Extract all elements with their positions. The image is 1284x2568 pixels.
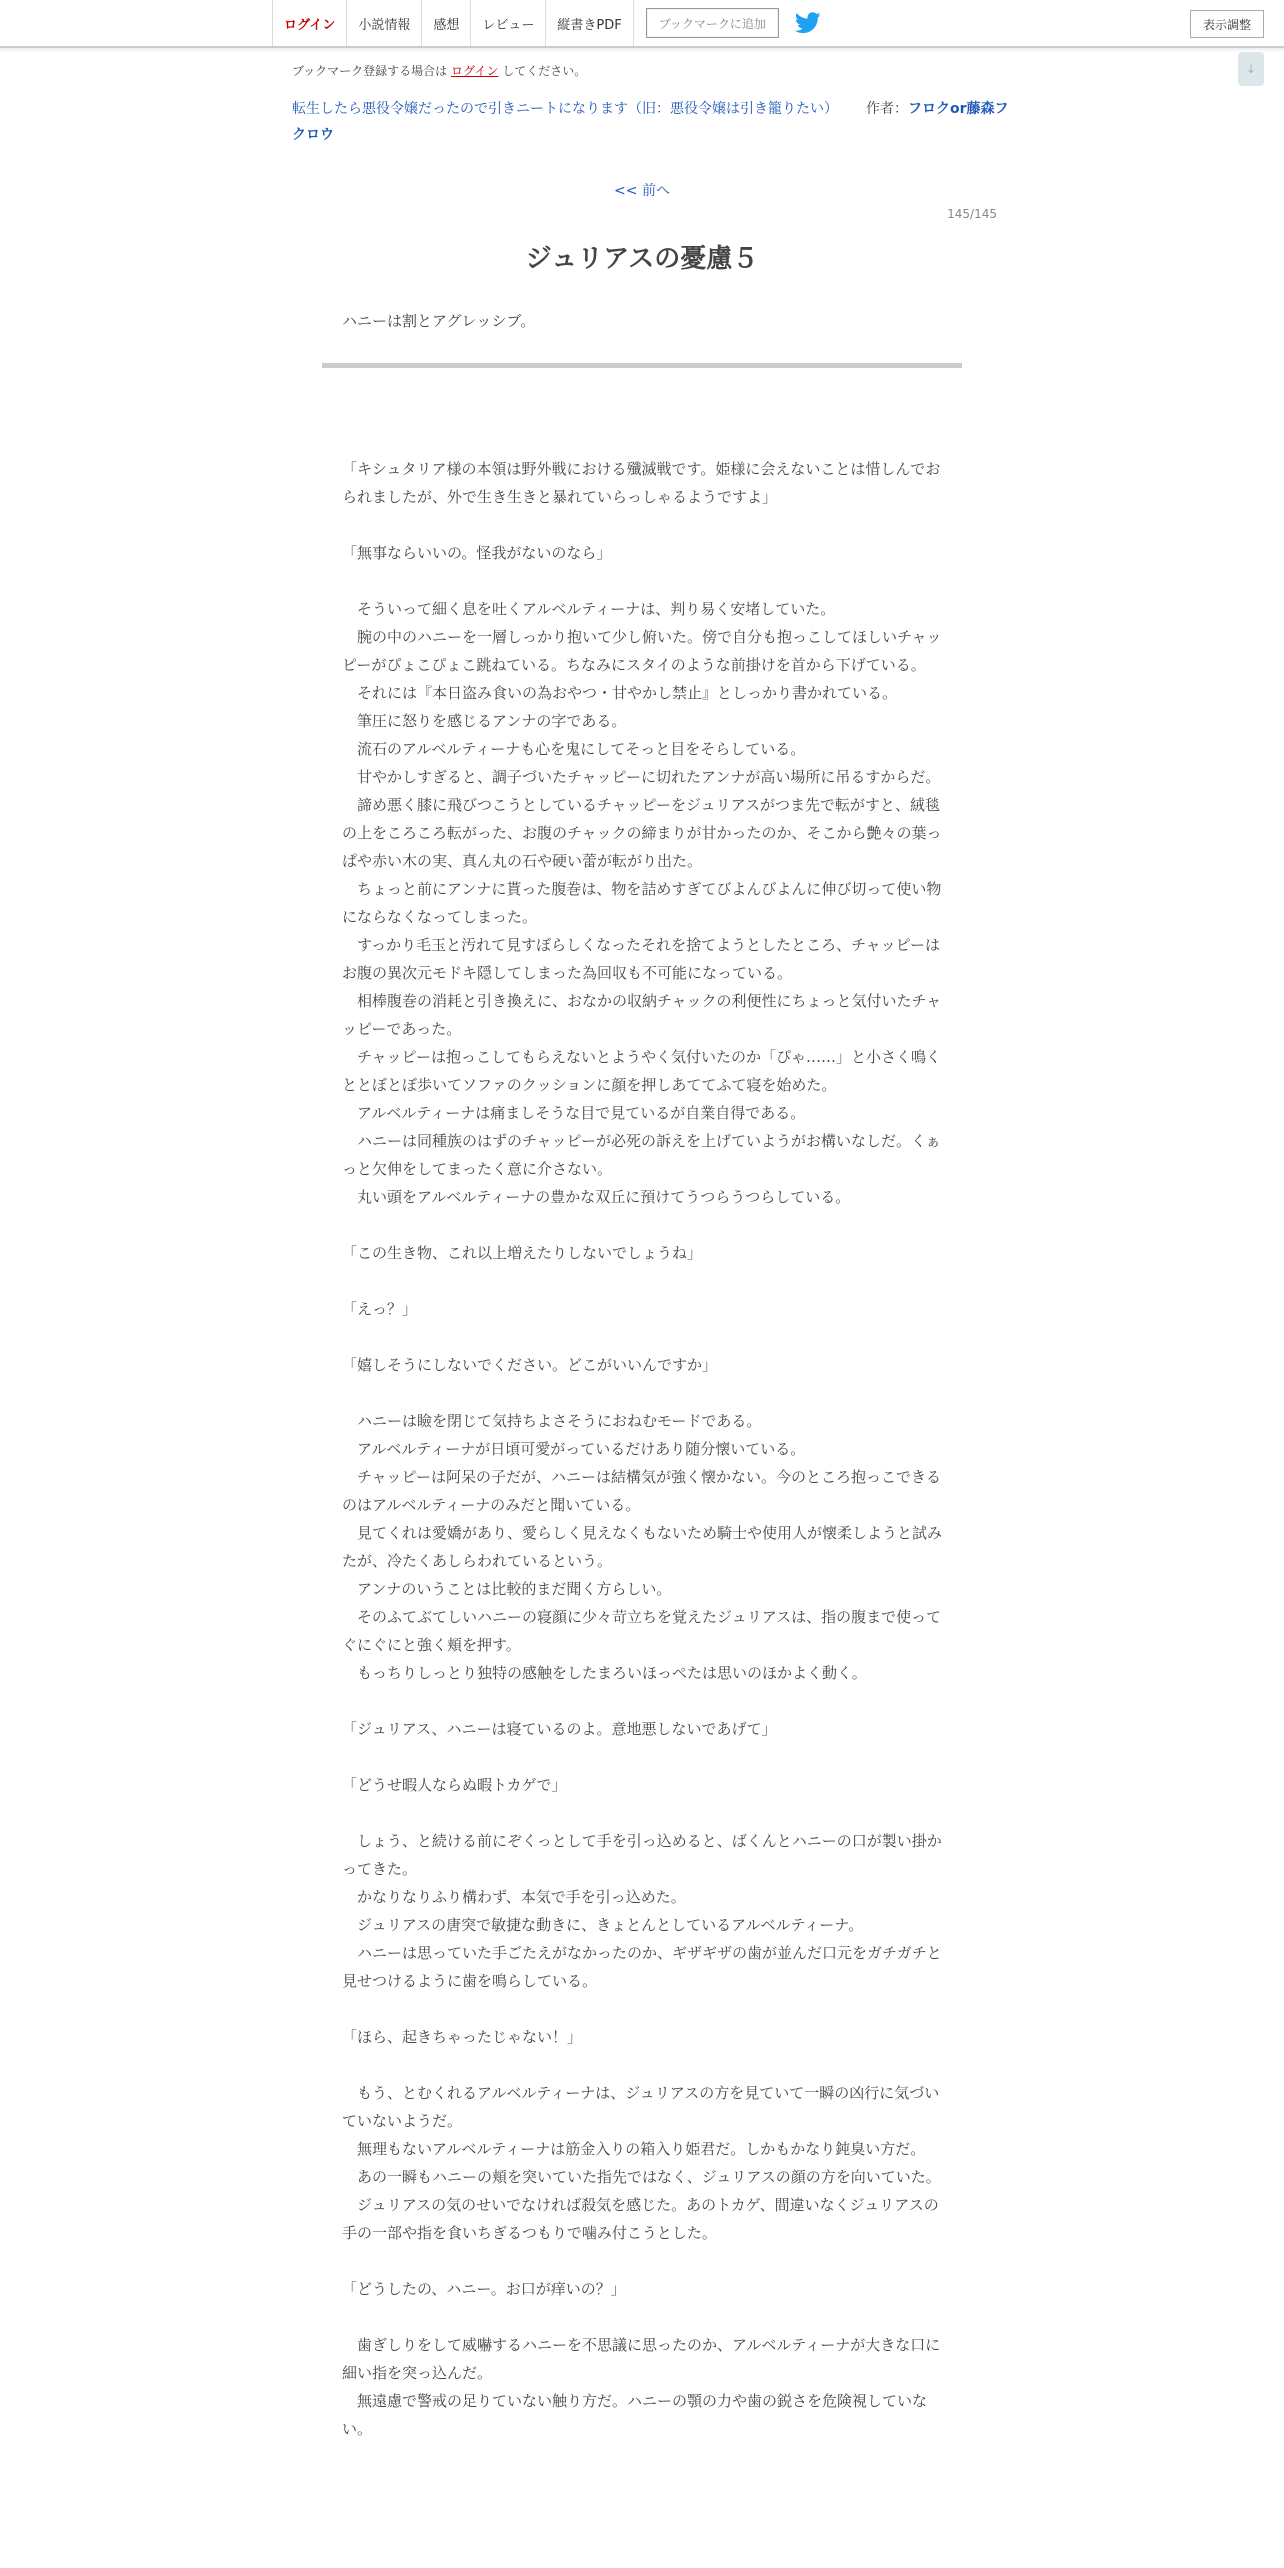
body-line — [342, 567, 942, 595]
body-line: 「無事ならいいの。怪我がないのなら」 — [342, 544, 612, 562]
body-line: 見てくれは愛嬌があり、愛らしく見えなくもないため騎士や使用人が懐柔しようと試みたが、冷たくあしらわれているという。 — [342, 1524, 943, 1570]
body-line — [342, 2247, 942, 2275]
body-line — [342, 1687, 942, 1715]
body-line: 「ジュリアス、ハニーは寝ているのよ。意地悪しないであげて」 — [342, 1720, 777, 1738]
preface-divider — [322, 363, 962, 368]
body-line: チャッピーは抱っこしてもらえないとようやく気付いたのか「ぴゃ……」と小さく鳴くととぼとぼ歩いてソファのクッションに顔を押しあててふて寝を始めた。 — [342, 1048, 941, 1094]
body-line: チャッピーは阿呆の子だが、ハニーは結構気が強く懐かない。今のところ抱っこできるのはアルベルティーナのみだと聞いている。 — [342, 1468, 941, 1514]
prev-chapter-nav — [0, 180, 1284, 200]
display-settings-button[interactable]: 表示調整 — [1190, 10, 1264, 38]
body-line: そのふてぶてしいハニーの寝顔に少々苛立ちを覚えたジュリアスは、指の腹まで使ってぐにぐにと強く頬を押す。 — [342, 1608, 942, 1654]
body-line: ジュリアスの気のせいでなければ殺気を感じた。あのトカゲ、間違いなくジュリアスの手の一部や指を食いちぎるつもりで噛み付こうとした。 — [342, 2196, 939, 2242]
body-line — [342, 1379, 942, 1407]
author-link[interactable]: フロクor藤森フクロウ — [292, 101, 1009, 143]
body-line — [342, 1743, 942, 1771]
login-note-prefix: ブックマーク登録する場合は — [292, 64, 448, 78]
body-line: アルベルティーナは痛ましそうな目で見ているが自業自得である。 — [342, 1104, 806, 1122]
login-note-link[interactable]: ログイン — [451, 64, 499, 78]
body-line: ハニーは思っていた手ごたえがなかったのか、ギザギザの歯が並んだ口元をガチガチと見せつけるように歯を鳴らしている。 — [342, 1944, 942, 1990]
top-nav-bar — [0, 0, 1284, 48]
body-line: アンナのいうことは比較的まだ聞く方らしい。 — [342, 1580, 672, 1598]
body-line: ハニーは同種族のはずのチャッピーが必死の訴えを上げていようがお構いなしだ。くぁっと欠伸をしてまったく意に介さない。 — [342, 1132, 941, 1178]
body-line: ちょっと前にアンナに貰った腹巻は、物を詰めすぎてびよんびよんに伸び切って使い物にならなくなってしまった。 — [342, 880, 942, 926]
body-line: 「キシュタリア様の本領は野外戦における殲滅戦です。姫様に会えないことは惜しんでおられましたが、外で生き生きと暴れていらっしゃるようですよ」 — [342, 460, 941, 506]
chapter-counter: 145/145 — [947, 207, 997, 221]
nav-list — [272, 0, 823, 46]
body-line: 丸い頭をアルベルティーナの豊かな双丘に預けてうつらうつらしている。 — [342, 1188, 851, 1206]
body-line: 筆圧に怒りを感じるアンナの字である。 — [342, 712, 627, 730]
body-line: 「嬉しそうにしないでください。どこがいいんですか」 — [342, 1356, 718, 1374]
body-line: かなりなりふり構わず、本気で手を引っ込めた。 — [342, 1888, 686, 1906]
body-line: アルベルティーナが日頃可愛がっているだけあり随分懐いている。 — [342, 1440, 806, 1458]
nav-impressions-link[interactable]: 感想 — [422, 0, 471, 46]
author-label: 作者： — [866, 101, 908, 117]
body-line: 無遠慮で警戒の足りていない触り方だ。ハニーの顎の力や歯の鋭さを危険視していない。 — [342, 2392, 928, 2438]
novel-series-header — [292, 96, 1022, 148]
body-line: 「ほら、起きちゃったじゃない！」 — [342, 2028, 583, 2046]
body-line: 「えっ？」 — [342, 1300, 418, 1318]
body-line: 流石のアルベルティーナも心を鬼にしてそっと目をそらしている。 — [342, 740, 806, 758]
chapter-preface: ハニーは割とアグレッシブ。 — [342, 312, 536, 330]
novel-title-link[interactable]: 転生したら悪役令嬢だったので引きニートになります（旧：悪役令嬢は引き籠りたい） — [292, 101, 838, 117]
body-line: それには『本日盗み食いの為おやつ・甘やかし禁止』としっかり書かれている。 — [342, 684, 898, 702]
body-line — [342, 1323, 942, 1351]
nav-review-link[interactable]: レビュー — [471, 0, 546, 46]
body-line: 「どうしたの、ハニー。お口が痒いの？」 — [342, 2280, 626, 2298]
body-line: もう、とむくれるアルベルティーナは、ジュリアスの方を見ていて一瞬の凶行に気づいていないようだ。 — [342, 2084, 940, 2130]
body-line — [342, 1211, 942, 1239]
body-line — [342, 2051, 942, 2079]
body-line: 歯ぎしりをして威嚇するハニーを不思議に思ったのか、アルベルティーナが大きな口に細い指を突っ込んだ。 — [342, 2336, 941, 2382]
body-line — [342, 2303, 942, 2331]
scroll-down-button[interactable]: ↓ — [1238, 52, 1264, 86]
login-note — [292, 62, 586, 79]
body-line: 腕の中のハニーを一層しっかり抱いて少し俯いた。傍で自分も抱っこしてほしいチャッピーがぴょこぴょこ跳ねている。ちなみにスタイのような前掛けを首から下げている。 — [342, 628, 942, 674]
body-line: しょう、と続ける前にぞくっとして手を引っ込めると、ばくんとハニーの口が製い掛かってきた。 — [342, 1832, 942, 1878]
body-line: 甘やかしすぎると、調子づいたチャッピーに切れたアンナが高い場所に吊るすからだ。 — [342, 768, 941, 786]
chapter-body — [342, 455, 942, 2443]
body-line — [342, 511, 942, 539]
nav-login-link[interactable]: ログイン — [273, 0, 347, 46]
prev-chapter-link[interactable]: << 前へ — [614, 183, 670, 199]
body-line: 「どうせ暇人ならぬ暇トカゲで」 — [342, 1776, 567, 1794]
body-line: もっちりしっとり独特の感触をしたまろいほっぺたは思いのほかよく動く。 — [342, 1664, 867, 1682]
body-line: あの一瞬もハニーの頬を突いていた指先ではなく、ジュリアスの顔の方を向いていた。 — [342, 2168, 941, 2186]
twitter-icon[interactable] — [795, 12, 823, 34]
body-line: そういって細く息を吐くアルベルティーナは、判り易く安堵していた。 — [342, 600, 836, 618]
body-line: すっかり毛玉と汚れて見すぼらしくなったそれを捨てようとしたところ、チャッピーはお腹の異次元モドキ隠してしまった為回収も不可能になっている。 — [342, 936, 941, 982]
login-note-suffix: してください。 — [502, 64, 587, 78]
body-line — [342, 1799, 942, 1827]
body-line: ハニーは瞼を閉じて気持ちよさそうにおねむモードである。 — [342, 1412, 762, 1430]
add-bookmark-button[interactable]: ブックマークに追加 — [646, 8, 779, 38]
body-line: ジュリアスの唐突で敏捷な動きに、きょとんとしているアルベルティーナ。 — [342, 1916, 864, 1934]
body-line — [342, 1995, 942, 2023]
chapter-title: ジュリアスの憂慮５ — [525, 244, 759, 274]
nav-vertical-pdf-link[interactable]: 縦書きPDF — [546, 0, 633, 46]
body-line: 「この生き物、これ以上増えたりしないでしょうね」 — [342, 1244, 703, 1262]
body-line: 諦め悪く膝に飛びつこうとしているチャッピーをジュリアスがつま先で転がすと、絨毯の上をころころ転がった、お腹のチャックの締まりが甘かったのか、そこから艶々の葉っぱや赤い木の実、真ん丸の石や硬い蕾が転がり出た。 — [342, 796, 942, 870]
body-line — [342, 1267, 942, 1295]
body-line: 無理もないアルベルティーナは筋金入りの箱入り姫君だ。しかもかなり鈍臭い方だ。 — [342, 2140, 926, 2158]
body-line: 相棒腹巻の消耗と引き換えに、おなかの収納チャックの利便性にちょっと気付いたチャッピーであった。 — [342, 992, 942, 1038]
nav-novel-info-link[interactable]: 小説情報 — [347, 0, 422, 46]
